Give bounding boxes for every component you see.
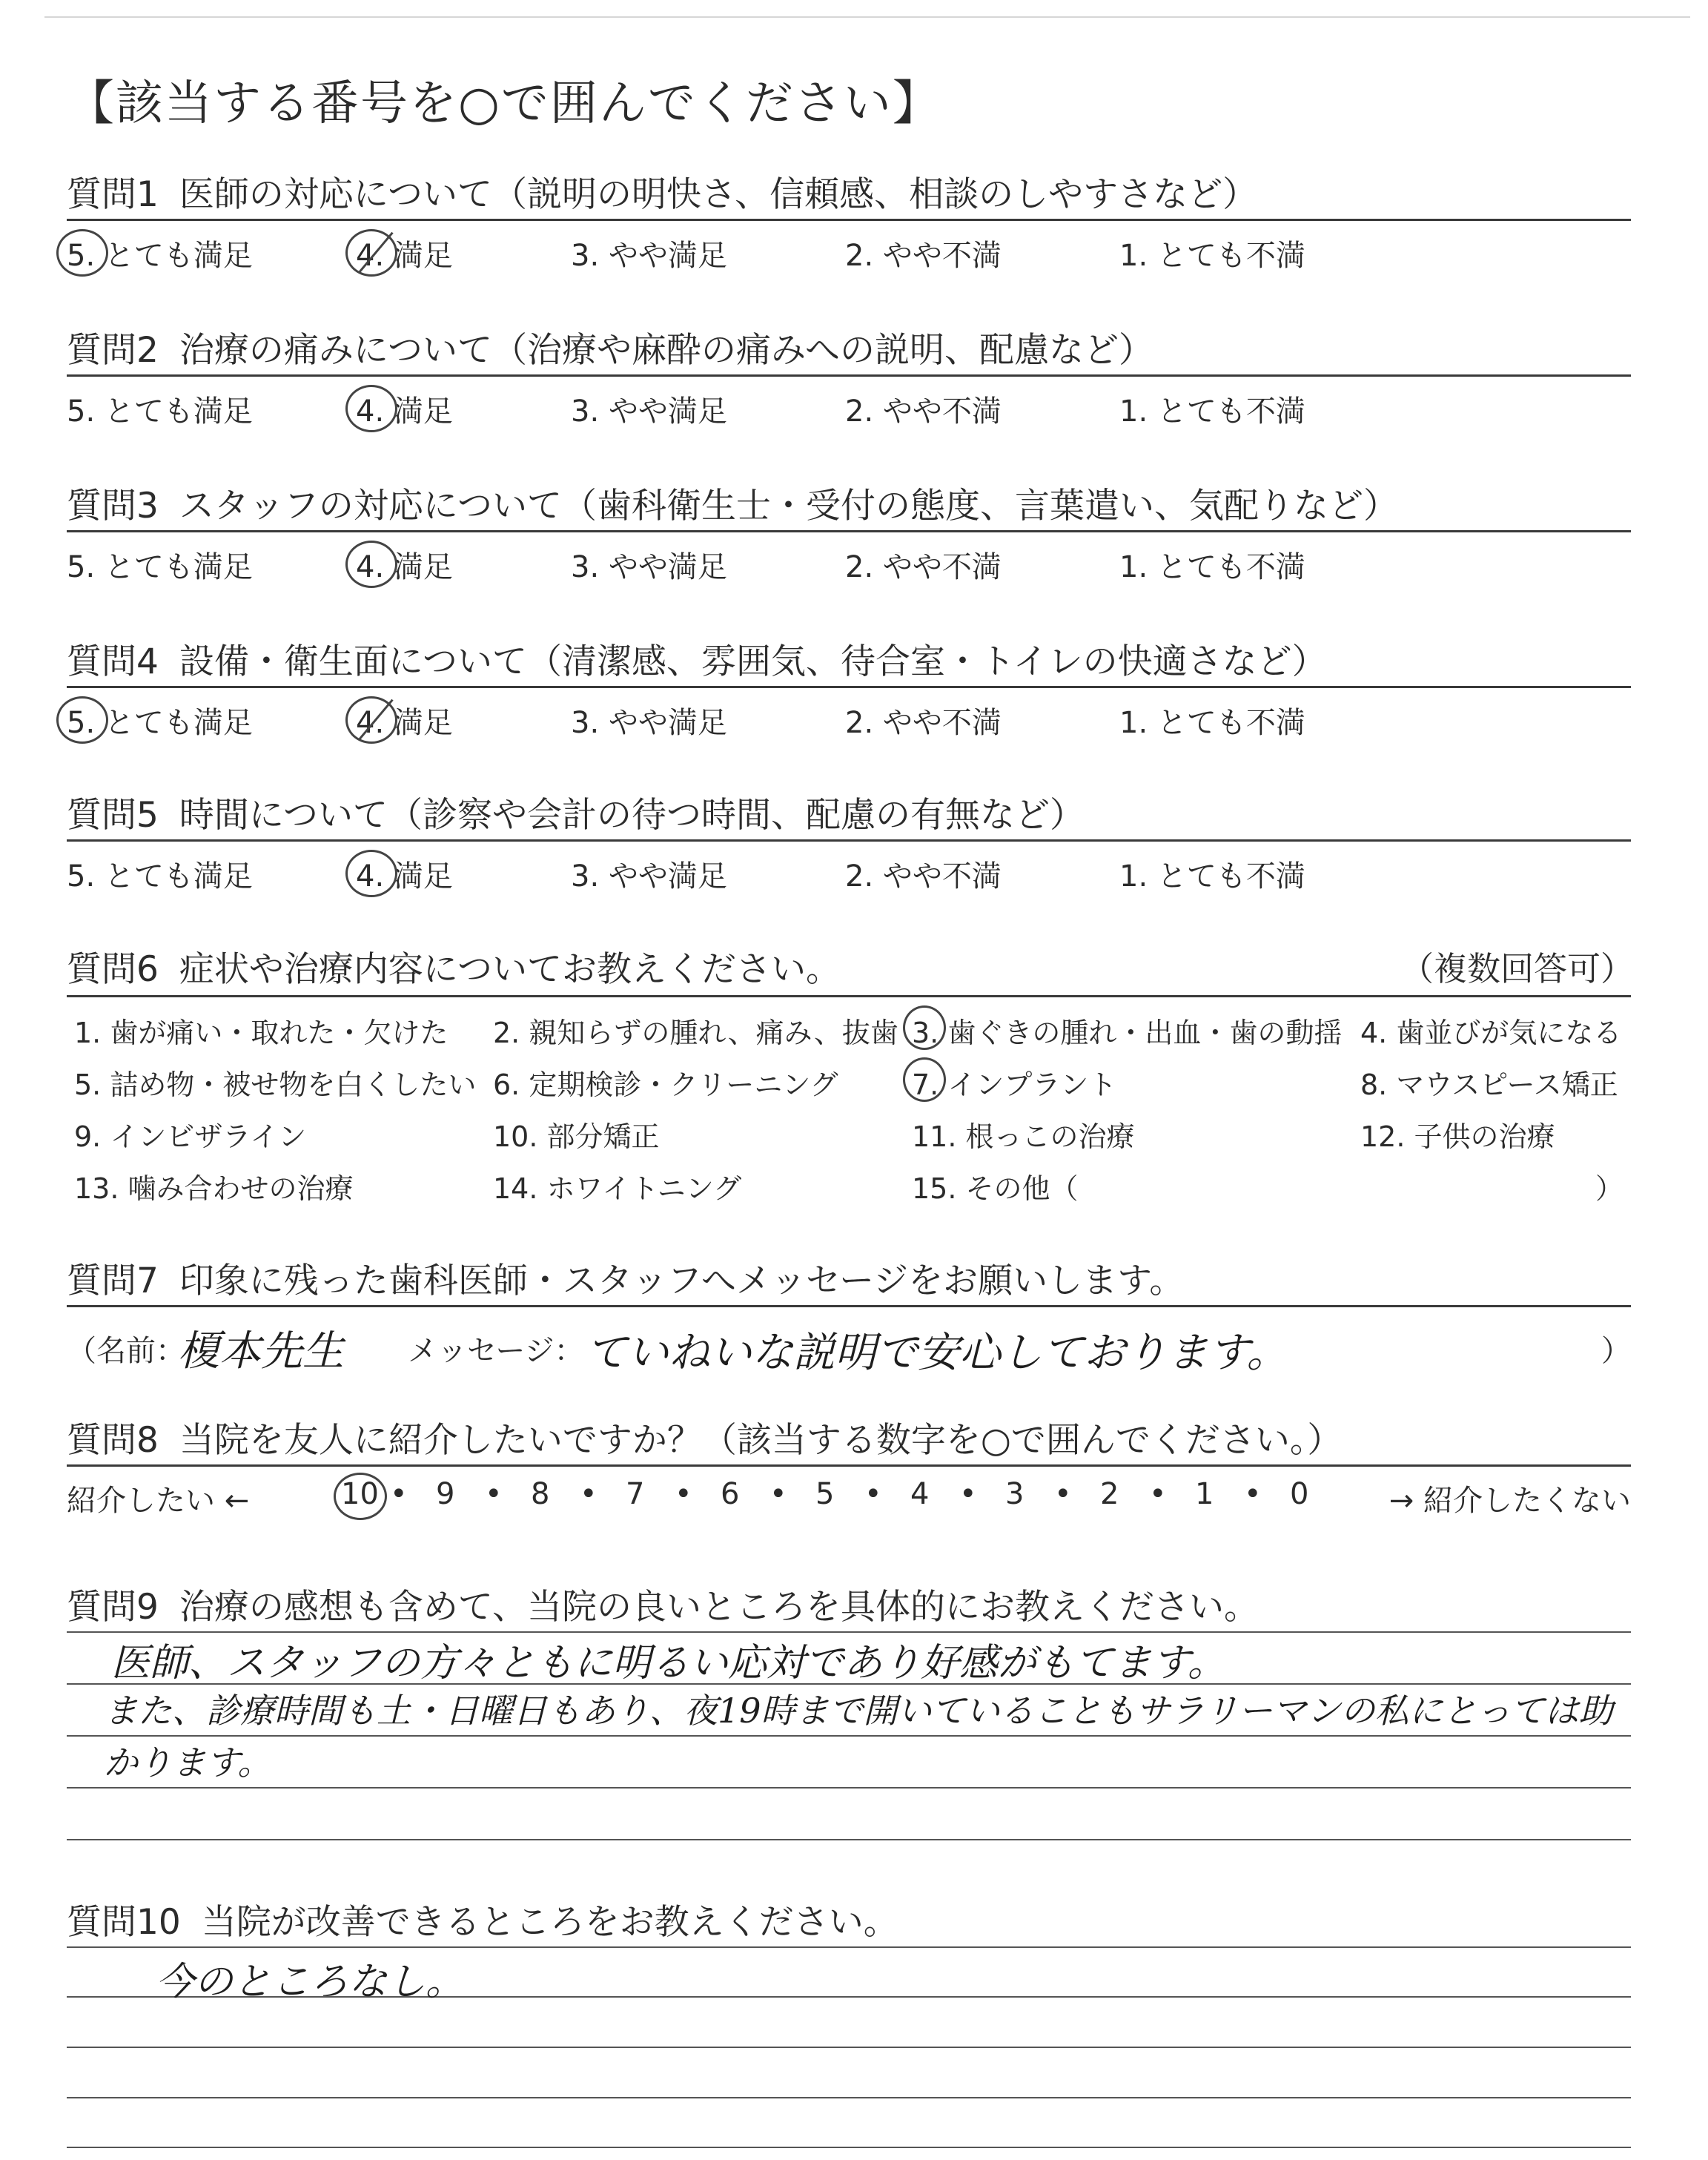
q4-rule [67,686,1631,688]
scale-value-label: 5 [815,1477,835,1511]
q6-option-label: 10. 部分矯正 [493,1120,660,1153]
q6-option-label: 12. 子供の治療 [1360,1120,1555,1153]
q10-line-4 [67,2097,1631,2098]
rating-option[interactable] [845,544,1002,586]
scale-separator: • [485,1477,503,1511]
q6-option[interactable] [493,1114,660,1155]
rating-option[interactable] [67,544,253,586]
rating-option-label: 1. とても不満 [1119,859,1305,894]
rating-option-label: 3. やや満足 [571,859,727,894]
q6-option[interactable] [912,1114,1135,1155]
q7-rule [67,1305,1631,1307]
selection-circle [345,850,397,897]
q6-option-label: 2. 親知らずの腫れ、痛み、抜歯 [493,1017,898,1049]
q6-option-label: 13. 噛み合わせの治療 [74,1172,354,1205]
page-title: 【該当する番号を○で囲んでください】 [67,76,941,131]
q2-number: 質問2 [67,330,159,371]
q6-option[interactable] [1360,1010,1621,1051]
rating-option-label: 2. やや不満 [845,859,1002,894]
q10-line-5 [67,2147,1631,2148]
rating-option[interactable] [571,699,727,742]
q6-option[interactable] [74,1062,476,1103]
rating-option-label: 2. やや不満 [845,706,1002,740]
q2-text: 治療の痛みについて（治療や麻酔の痛みへの説明、配慮など） [179,330,1154,371]
scale-value[interactable] [1100,1477,1119,1511]
rating-option[interactable] [356,232,453,274]
rating-option[interactable] [356,853,453,895]
q4-text: 設備・衛生面について（清潔感、雰囲気、待合室・トイレの快適さなど） [179,641,1327,682]
q6-option-label: 4. 歯並びが気になる [1360,1017,1622,1049]
scale-value[interactable] [721,1477,739,1511]
q5-heading [67,787,1085,837]
rating-option-label: 4. 満足 [356,239,453,273]
q6-option-label: 3. 歯ぐきの腫れ・出血・歯の動揺 [912,1017,1343,1049]
rating-option-label: 4. 満足 [356,859,453,894]
q7-name-label: （名前： [67,1334,185,1368]
scale-value-label: 8 [531,1477,550,1511]
q5-text: 時間について（診察や会計の待つ時間、配慮の有無など） [179,795,1085,836]
rating-option-label: 5. とても満足 [67,706,253,740]
q6-option[interactable] [74,1166,354,1206]
q6-option[interactable] [493,1010,898,1051]
q8-scale [67,1477,1631,1522]
scale-value[interactable] [1195,1477,1214,1511]
q6-option-label: 15. その他（ [912,1172,1079,1205]
q6-option[interactable] [912,1062,1116,1103]
scale-separator: • [675,1477,692,1511]
rating-option-label: 1. とても不満 [1119,239,1305,273]
q1-text: 医師の対応について（説明の明快さ、信頼感、相談のしやすさなど） [179,174,1258,215]
q10-answer: 今のところなし。 [156,1960,465,2004]
scale-value-label: 1 [1195,1477,1214,1511]
rating-option[interactable] [845,232,1002,274]
q8-text: 当院を友人に紹介したいですか？（該当する数字を○で囲んでください。） [179,1420,1343,1461]
q9-number: 質問9 [67,1587,159,1628]
q10-line-1 [67,1946,1631,1948]
q6-option-label: 1. 歯が痛い・取れた・欠けた [74,1017,448,1049]
rating-option-label: 3. やや満足 [571,394,727,429]
scale-separator: • [1054,1477,1072,1511]
scale-separator: • [769,1477,787,1511]
q3-options [67,544,1631,588]
q7-number: 質問7 [67,1261,159,1301]
rating-option-label: 3. やや満足 [571,239,727,273]
rating-option[interactable] [356,699,453,742]
rating-option[interactable] [571,853,727,895]
rating-option-label: 1. とても不満 [1119,394,1305,429]
selection-circle [903,1005,946,1050]
scale-value-label: 6 [721,1477,740,1511]
q1-options [67,232,1631,277]
q2-options [67,388,1631,432]
q9-line-5 [67,1839,1631,1840]
q6-option-label: 7. インプラント [912,1069,1117,1101]
scale-separator: • [580,1477,598,1511]
q1-number: 質問1 [67,174,159,215]
q6-option[interactable] [1360,1114,1555,1155]
q7-text: 印象に残った歯科医師・スタッフへメッセージをお願いします。 [179,1261,1185,1301]
rating-option[interactable] [571,388,727,430]
rating-option-label: 4. 満足 [356,706,453,740]
rating-option-label: 3. やや満足 [571,550,727,584]
q6-option[interactable] [912,1010,1342,1051]
q6-option-label: ） [1595,1172,1623,1205]
q9-heading [67,1579,1259,1629]
q4-number: 質問4 [67,641,159,682]
rating-option[interactable] [1119,388,1305,430]
q6-option-label: 8. マウスピース矯正 [1360,1069,1618,1101]
scale-separator: • [1244,1477,1262,1511]
q7-name-value: 榎本先生 [178,1327,344,1375]
scale-value-label: 2 [1100,1477,1119,1511]
scale-value[interactable] [626,1477,644,1511]
rating-option[interactable] [845,853,1002,895]
q7-message-label: メッセージ： [408,1334,584,1368]
rating-option-label: 4. 満足 [356,394,453,429]
scale-value[interactable] [1290,1477,1308,1511]
q6-option-label: 9. インビザライン [74,1120,307,1153]
q8-right-label: → 紹介したくない [1388,1484,1631,1518]
q6-rule [67,995,1631,997]
scale-separator: • [390,1477,408,1511]
q5-rule [67,839,1631,842]
rating-option-label: 2. やや不満 [845,239,1002,273]
scale-value[interactable] [341,1477,379,1511]
scale-value-label: 10 [341,1477,379,1511]
q6-heading [67,942,841,991]
q7-heading [67,1253,1184,1303]
rating-option[interactable] [67,853,253,895]
q8-heading [67,1413,1342,1462]
q6-option[interactable] [1360,1062,1618,1103]
rating-option-label: 5. とても満足 [67,859,253,894]
rating-option[interactable] [1119,232,1305,274]
q9-answer-line-2: また、診療時間も土・日曜日もあり、夜19時まで開いていることもサラリーマンの私にとっては助かります。 [104,1691,1613,1783]
scale-value-label: 9 [436,1477,455,1511]
scale-value[interactable] [815,1477,834,1511]
q8-number: 質問8 [67,1420,159,1461]
selection-circle [345,385,397,432]
rating-option[interactable] [571,544,727,586]
q10-heading [67,1895,898,1944]
rating-option-label: 4. 満足 [356,550,453,584]
scale-value-label: 3 [1005,1477,1025,1511]
rating-option[interactable] [845,699,1002,742]
rating-option-label: 5. とても満足 [67,394,253,429]
rating-option[interactable] [356,388,453,430]
scale-separator: • [864,1477,882,1511]
q9-answer-line-1: 医師、スタッフの方々ともに明るい応対であり好感がもてます。 [111,1641,1226,1685]
q6-number: 質問6 [67,949,159,990]
q7-message-value: ていねいな説明で安心しております。 [586,1329,1288,1377]
q2-heading [67,323,1153,372]
scale-value[interactable] [531,1477,549,1511]
rating-option[interactable] [571,232,727,274]
rating-option-label: 1. とても不満 [1119,550,1305,584]
q1-heading [67,167,1257,217]
scale-value[interactable] [436,1477,454,1511]
q5-options [67,853,1631,897]
q6-option[interactable] [493,1062,838,1103]
top-border [44,16,1690,18]
q4-options [67,699,1631,744]
rating-option[interactable] [845,388,1002,430]
q5-number: 質問5 [67,795,159,836]
scale-value[interactable] [1005,1477,1024,1511]
rating-option[interactable] [1119,853,1305,895]
rating-option[interactable] [67,232,253,274]
q6-option[interactable] [74,1114,306,1155]
rating-option-label: 2. やや不満 [845,394,1002,429]
rating-option-label: 5. とても満足 [67,550,253,584]
selection-circle [56,696,108,744]
q9-text: 治療の感想も含めて、当院の良いところを具体的にお教えください。 [179,1587,1259,1628]
selection-circle [56,229,108,277]
scale-value-label: 7 [626,1477,645,1511]
scale-separator: • [959,1477,977,1511]
q8-left-label: 紹介したい ← [67,1484,250,1518]
q2-rule [67,374,1631,377]
rating-option-label: 2. やや不満 [845,550,1002,584]
q10-text: 当院が改善できるところをお教えください。 [201,1902,898,1943]
scale-separator: • [1149,1477,1167,1511]
q1-rule [67,219,1631,221]
rating-option-label: 1. とても不満 [1119,706,1305,740]
q10-number: 質問10 [67,1902,181,1943]
rating-option[interactable] [67,699,253,742]
q8-rule [67,1464,1631,1467]
rating-option-label: 5. とても満足 [67,239,253,273]
q6-option[interactable] [74,1010,448,1051]
rating-option[interactable] [1119,699,1305,742]
q3-number: 質問3 [67,486,159,526]
q7-answer-row [67,1321,1631,1381]
scale-value-label: 0 [1290,1477,1309,1511]
q6-option[interactable] [493,1166,741,1206]
q3-text: スタッフの対応について（歯科衛生士・受付の態度、言葉遣い、気配りなど） [179,486,1398,526]
scale-value[interactable] [910,1477,929,1511]
rating-option[interactable] [67,388,253,430]
q6-option[interactable] [912,1166,1079,1206]
q10-line-3 [67,2047,1631,2048]
selection-circle [345,541,397,588]
q6-option-label: 5. 詰め物・被せ物を白くしたい [74,1069,477,1101]
selection-circle [903,1057,946,1102]
rating-option[interactable] [1119,544,1305,586]
q6-option[interactable] [1595,1166,1623,1206]
q6-option-label: 14. ホワイトニング [493,1172,742,1205]
q4-heading [67,634,1327,684]
q6-text: 症状や治療内容についてお教えください。 [179,949,841,990]
scale-value-label: 4 [910,1477,930,1511]
q6-option-label: 11. 根っこの治療 [912,1120,1135,1153]
rating-option[interactable] [356,544,453,586]
q6-multiple-note: （複数回答可） [1400,949,1634,988]
rating-option-label: 3. やや満足 [571,706,727,740]
q3-rule [67,530,1631,532]
q7-close-paren: ） [1601,1334,1631,1368]
q3-heading [67,478,1398,528]
q6-option-label: 6. 定期検診・クリーニング [493,1069,838,1101]
